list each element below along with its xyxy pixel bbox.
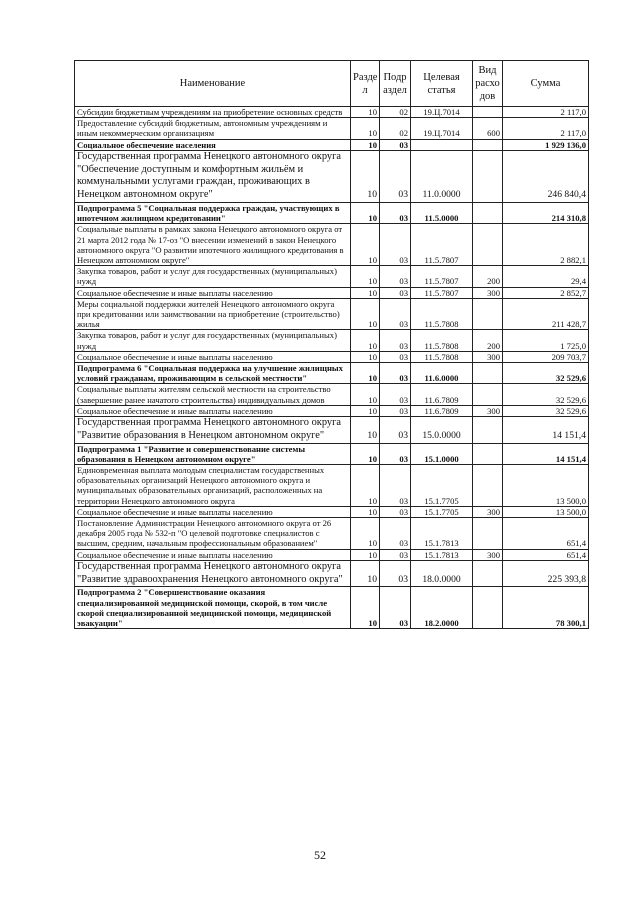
cell-kind <box>473 363 503 384</box>
cell-kind: 300 <box>473 549 503 560</box>
cell-target: 11.6.0000 <box>411 363 473 384</box>
cell-amount: 2 852,7 <box>503 287 589 298</box>
cell-target: 15.1.7705 <box>411 465 473 507</box>
table-row <box>75 560 589 587</box>
cell-subsection: 03 <box>380 351 411 362</box>
table-row <box>75 587 589 629</box>
cell-name: Подпрограмма 2 "Совершенствование оказания специализированной медицинской помощи, скорой, в том числе скорой специализированной медицинской помощи, медицинской эвакуации" <box>75 587 351 629</box>
cell-target: 15.1.7705 <box>411 506 473 517</box>
table-row <box>75 224 589 266</box>
cell-subsection: 03 <box>380 506 411 517</box>
cell-subsection: 03 <box>380 203 411 224</box>
cell-name: Субсидии бюджетным учреждениям на приобретение основных средств <box>75 107 351 118</box>
cell-subsection: 03 <box>380 266 411 287</box>
cell-subsection: 03 <box>380 139 411 150</box>
cell-target: 11.5.7808 <box>411 298 473 330</box>
cell-amount: 78 300,1 <box>503 587 589 629</box>
cell-target <box>411 139 473 150</box>
cell-amount: 2 117,0 <box>503 118 589 139</box>
cell-subsection: 03 <box>380 287 411 298</box>
cell-target: 15.0.0000 <box>411 417 473 444</box>
cell-subsection: 03 <box>380 465 411 507</box>
header-section: Разде л <box>351 61 380 107</box>
table-row <box>75 549 589 560</box>
cell-kind <box>473 587 503 629</box>
cell-section: 10 <box>351 518 380 550</box>
cell-section: 10 <box>351 203 380 224</box>
cell-target: 11.5.0000 <box>411 203 473 224</box>
cell-name: Подпрограмма 5 "Социальная поддержка граждан, участвующих в ипотечном жилищном кредитовании" <box>75 203 351 224</box>
cell-amount: 209 703,7 <box>503 351 589 362</box>
cell-target: 11.5.7808 <box>411 330 473 351</box>
cell-section: 10 <box>351 118 380 139</box>
cell-section: 10 <box>351 150 380 202</box>
cell-name: Социальное обеспечение и иные выплаты населению <box>75 405 351 416</box>
cell-name: Социальное обеспечение и иные выплаты населению <box>75 549 351 560</box>
cell-subsection: 02 <box>380 118 411 139</box>
cell-target: 15.1.7813 <box>411 549 473 560</box>
table-row <box>75 203 589 224</box>
table-body <box>75 107 589 629</box>
table-row <box>75 443 589 464</box>
header-subsection: Подр аздел <box>380 61 411 107</box>
cell-target: 11.6.7809 <box>411 384 473 405</box>
cell-name: Единовременная выплата молодым специалистам государственных образовательных организаций Ненецкого автономного округа и муниципальных образовательных организаций, расположенных на территории Ненецкого автономного округа <box>75 465 351 507</box>
cell-section: 10 <box>351 587 380 629</box>
cell-kind <box>473 224 503 266</box>
cell-amount: 1 725,0 <box>503 330 589 351</box>
cell-kind: 600 <box>473 118 503 139</box>
table-row <box>75 107 589 118</box>
cell-section: 10 <box>351 417 380 444</box>
cell-amount: 651,4 <box>503 549 589 560</box>
cell-amount: 211 428,7 <box>503 298 589 330</box>
cell-section: 10 <box>351 560 380 587</box>
cell-amount: 13 500,0 <box>503 465 589 507</box>
cell-target: 11.5.7807 <box>411 266 473 287</box>
cell-target: 11.0.0000 <box>411 150 473 202</box>
cell-kind <box>473 443 503 464</box>
cell-kind <box>473 518 503 550</box>
cell-amount: 32 529,6 <box>503 384 589 405</box>
cell-name: Предоставление субсидий бюджетным, автономным учреждениям и иным некоммерческим организациям <box>75 118 351 139</box>
header-kind: Вид расхо дов <box>473 61 503 107</box>
cell-kind: 300 <box>473 351 503 362</box>
cell-name: Государственная программа Ненецкого автономного округа "Развитие здравоохранения Ненецкого автономного округа" <box>75 560 351 587</box>
cell-section: 10 <box>351 107 380 118</box>
cell-subsection: 03 <box>380 518 411 550</box>
cell-amount: 32 529,6 <box>503 363 589 384</box>
cell-amount: 651,4 <box>503 518 589 550</box>
cell-section: 10 <box>351 298 380 330</box>
cell-section: 10 <box>351 549 380 560</box>
cell-kind <box>473 139 503 150</box>
table-row <box>75 506 589 517</box>
table-row <box>75 417 589 444</box>
cell-subsection: 03 <box>380 443 411 464</box>
cell-amount: 14 151,4 <box>503 443 589 464</box>
cell-amount: 2 882,1 <box>503 224 589 266</box>
cell-subsection: 03 <box>380 405 411 416</box>
table-row <box>75 405 589 416</box>
cell-kind: 300 <box>473 506 503 517</box>
cell-name: Социальное обеспечение населения <box>75 139 351 150</box>
cell-section: 10 <box>351 443 380 464</box>
cell-section: 10 <box>351 351 380 362</box>
cell-kind <box>473 203 503 224</box>
cell-name: Закупка товаров, работ и услуг для государственных (муниципальных) нужд <box>75 266 351 287</box>
header-amount: Сумма <box>503 61 589 107</box>
header-name: Наименование <box>75 61 351 107</box>
cell-name: Подпрограмма 1 "Развитие и совершенствование системы образования в Ненецком автономном округе" <box>75 443 351 464</box>
cell-name: Социальное обеспечение и иные выплаты населению <box>75 506 351 517</box>
table-row <box>75 266 589 287</box>
cell-section: 10 <box>351 465 380 507</box>
cell-amount: 14 151,4 <box>503 417 589 444</box>
cell-amount: 32 529,6 <box>503 405 589 416</box>
cell-target: 19.Ц.7014 <box>411 118 473 139</box>
cell-name: Постановление Администрации Ненецкого автономного округа от 26 декабря 2005 года № 532-п "О целевой подготовке специалистов с высшим, средним, начальным профессиональным образованием" <box>75 518 351 550</box>
header-target: Целевая статья <box>411 61 473 107</box>
cell-name: Подпрограмма 6 "Социальная поддержка на улучшение жилищных условий гражданам, проживающим в сельской местности" <box>75 363 351 384</box>
cell-kind <box>473 298 503 330</box>
cell-kind <box>473 560 503 587</box>
cell-subsection: 03 <box>380 298 411 330</box>
cell-target: 11.5.7807 <box>411 224 473 266</box>
cell-section: 10 <box>351 363 380 384</box>
cell-target: 15.1.7813 <box>411 518 473 550</box>
page-number: 52 <box>314 848 326 862</box>
cell-section: 10 <box>351 405 380 416</box>
table-row <box>75 465 589 507</box>
table-row <box>75 150 589 202</box>
header-row <box>75 61 589 107</box>
cell-target: 18.0.0000 <box>411 560 473 587</box>
cell-amount: 1 929 136,0 <box>503 139 589 150</box>
cell-kind: 200 <box>473 330 503 351</box>
cell-amount: 225 393,8 <box>503 560 589 587</box>
table-row <box>75 518 589 550</box>
table-row <box>75 287 589 298</box>
table-row <box>75 384 589 405</box>
cell-target: 11.5.7808 <box>411 351 473 362</box>
cell-name: Социальное обеспечение и иные выплаты населению <box>75 351 351 362</box>
cell-subsection: 03 <box>380 587 411 629</box>
cell-name: Социальные выплаты жителям сельской местности на строительство (завершение ранее начатого строительства) индивидуальных домов <box>75 384 351 405</box>
table-row <box>75 351 589 362</box>
cell-kind <box>473 107 503 118</box>
cell-subsection: 03 <box>380 363 411 384</box>
cell-section: 10 <box>351 266 380 287</box>
cell-target: 18.2.0000 <box>411 587 473 629</box>
cell-name: Закупка товаров, работ и услуг для государственных (муниципальных) нужд <box>75 330 351 351</box>
cell-section: 10 <box>351 287 380 298</box>
cell-amount: 29,4 <box>503 266 589 287</box>
table-row <box>75 298 589 330</box>
cell-name: Социальное обеспечение и иные выплаты населению <box>75 287 351 298</box>
cell-section: 10 <box>351 506 380 517</box>
cell-kind <box>473 150 503 202</box>
table-row <box>75 363 589 384</box>
table-row <box>75 330 589 351</box>
cell-kind: 200 <box>473 266 503 287</box>
table-row <box>75 139 589 150</box>
cell-subsection: 03 <box>380 560 411 587</box>
cell-kind <box>473 417 503 444</box>
cell-subsection: 03 <box>380 330 411 351</box>
cell-amount: 214 310,8 <box>503 203 589 224</box>
cell-amount: 2 117,0 <box>503 107 589 118</box>
cell-subsection: 03 <box>380 224 411 266</box>
cell-section: 10 <box>351 384 380 405</box>
cell-kind: 300 <box>473 405 503 416</box>
cell-name: Социальные выплаты в рамках закона Ненецкого автономного округа от 21 марта 2012 года № 17-оз "О внесении изменений в закон Ненецкого автономного округа "О развитии ипотечного жилищного кредитования в Ненецком автономном округе" <box>75 224 351 266</box>
cell-target: 11.6.7809 <box>411 405 473 416</box>
cell-amount: 13 500,0 <box>503 506 589 517</box>
cell-amount: 246 840,4 <box>503 150 589 202</box>
cell-kind: 300 <box>473 287 503 298</box>
cell-name: Меры социальной поддержки жителей Ненецкого автономного округа при кредитовании или заимствовании на приобретение (строительство) жилья <box>75 298 351 330</box>
cell-subsection: 03 <box>380 150 411 202</box>
cell-section: 10 <box>351 330 380 351</box>
cell-name: Государственная программа Ненецкого автономного округа "Развитие образования в Ненецком автономном округе" <box>75 417 351 444</box>
cell-target: 11.5.7807 <box>411 287 473 298</box>
cell-subsection: 03 <box>380 417 411 444</box>
cell-section: 10 <box>351 224 380 266</box>
cell-kind <box>473 465 503 507</box>
budget-table <box>74 60 589 629</box>
cell-subsection: 03 <box>380 549 411 560</box>
cell-subsection: 02 <box>380 107 411 118</box>
cell-subsection: 03 <box>380 384 411 405</box>
cell-section: 10 <box>351 139 380 150</box>
cell-name: Государственная программа Ненецкого автономного округа "Обеспечение доступным и комфортным жильём и коммунальными услугами граждан, проживающих в Ненецком автономном округе" <box>75 150 351 202</box>
cell-target: 19.Ц.7014 <box>411 107 473 118</box>
cell-kind <box>473 384 503 405</box>
cell-target: 15.1.0000 <box>411 443 473 464</box>
table-row <box>75 118 589 139</box>
